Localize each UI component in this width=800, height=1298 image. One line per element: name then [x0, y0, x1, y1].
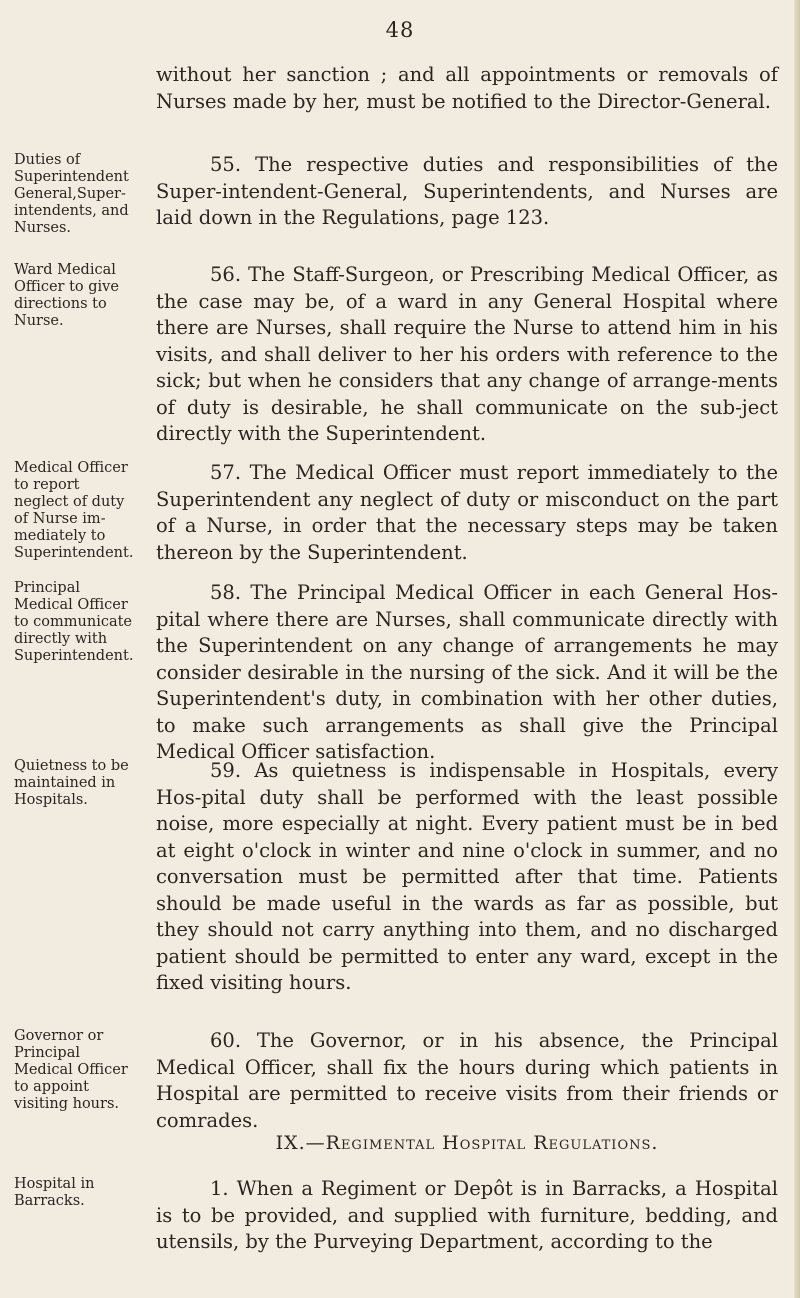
margin-note-59: Quietness to be maintained in Hospitals. [14, 758, 129, 808]
section-number: IX. [275, 1132, 306, 1154]
section-heading [156, 1132, 778, 1154]
section-title: Regimental Hospital Regulations. [325, 1132, 659, 1154]
paragraph-60: 60. The Governor, or in his absence, the Principal Medical Officer, shall fix the hours during which patients in Hospital are permitted to receive visits from their friends or comrades. [156, 1029, 778, 1132]
page-number: 48 [385, 18, 415, 42]
margin-note-hospital-in-barracks: Hospital in Barracks. [14, 1176, 95, 1209]
margin-note-58: Principal Medical Officer to communicate directly with Superintendent. [14, 580, 134, 664]
margin-note-55: Duties of Superintendent General,Super- intendents, and Nurses. [14, 152, 129, 236]
margin-note-60: Governor or Principal Medical Officer to appoint visiting hours. [14, 1028, 128, 1112]
page-edge [794, 0, 800, 1298]
margin-note-57: Medical Officer to report neglect of duty of Nurse im- mediately to Superintendent. [14, 460, 134, 561]
paragraph-58: 58. The Principal Medical Officer in each General Hos-pital where there are Nurses, shall communicate directly with the Superintendent on any change of arrangements he may consider desirable in the nursing of the sick. And it will be the Superintendent's duty, in combination with her other duties, to make such arrangements as shall give the Principal Medical Officer satisfaction. [156, 581, 778, 763]
paragraph-1: 1. When a Regiment or Depôt is in Barracks, a Hospital is to be provided, and supplied with furniture, bedding, and utensils, by the Purveying Department, according to the [156, 1177, 778, 1253]
section-dash: — [305, 1132, 326, 1154]
intro-paragraph: without her sanction ; and all appointments or removals of Nurses made by her, must be notified to the Director-General. [156, 63, 778, 113]
paragraph-57: 57. The Medical Officer must report immediately to the Superintendent any neglect of duty or misconduct on the part of a Nurse, in order that the necessary steps may be taken thereon by the Superintendent. [156, 461, 778, 564]
paragraph-55: 55. The respective duties and responsibilities of the Super-intendent-General, Superintendents, and Nurses are laid down in the Regulations, page 123. [156, 153, 778, 229]
paragraph-56: 56. The Staff-Surgeon, or Prescribing Medical Officer, as the case may be, of a ward in any General Hospital where there are Nurses, shall require the Nurse to attend him in his visits, and shall deliver to her his orders with reference to the sick; but when he considers that any change of arrange-ments of duty is desirable, he shall communicate on the sub-ject directly with the Superintendent. [156, 263, 778, 445]
margin-note-56: Ward Medical Officer to give directions to Nurse. [14, 262, 119, 329]
paragraph-59: 59. As quietness is indispensable in Hospitals, every Hos-pital duty shall be performed with the least possible noise, more especially at night. Every patient must be in bed at eight o'clock in winter and nine o'clock in summer, and no conversation must be permitted after that time. Patients should be made useful in the wards as far as possible, but they should not carry anything into them, and no discharged patient should be permitted to enter any ward, except in the fixed visiting hours. [156, 759, 778, 994]
